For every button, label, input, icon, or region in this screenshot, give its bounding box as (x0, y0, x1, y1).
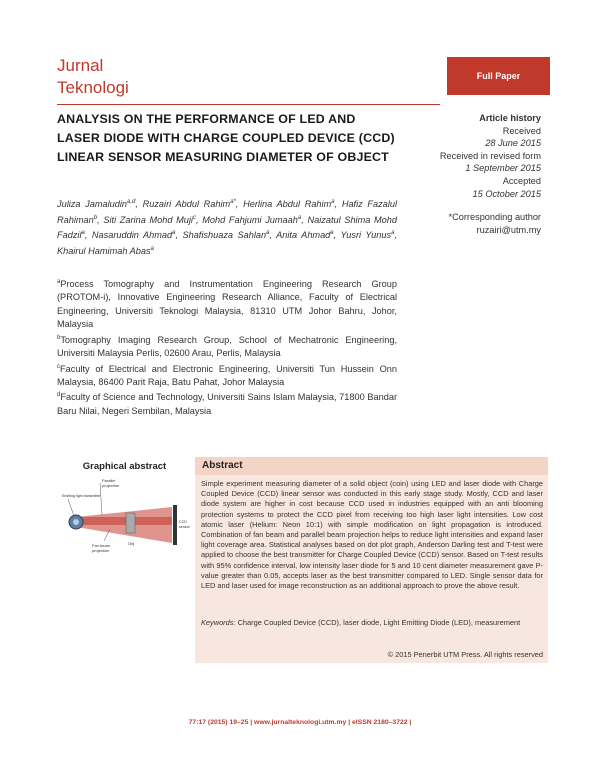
author-name: Juliza Jamaludin (57, 199, 128, 210)
author-name: Herlina Abdul Rahim (243, 199, 332, 210)
label-projection-2: projection (92, 548, 110, 553)
label-fan-beam: Fan beam (92, 543, 111, 548)
author-affiliation-mark: a* (230, 199, 236, 205)
author-affiliation-mark: b (93, 214, 98, 221)
graphical-abstract-image (62, 477, 194, 559)
label-parallel: Parallel (102, 478, 116, 483)
label-projection-1: projection (102, 483, 120, 488)
affiliation-item (57, 332, 397, 361)
author-name: Anita Ahmad (276, 230, 331, 241)
journal-name-line2: Teknologi (57, 78, 129, 97)
label-leader-emitter (68, 499, 74, 516)
copyright-notice: © 2015 Penerbit UTM Press. All rights reserved (387, 650, 543, 659)
affiliation-text: Faculty of Science and Technology, Universiti Sains Islam Malaysia, 71800 Bandar Baru Nilai, Negeri Sembilan, Malaysia (57, 392, 397, 416)
affiliation-list (57, 276, 397, 418)
author-affiliation-mark: a (330, 230, 334, 237)
affiliation-mark: c (57, 363, 60, 370)
abstract-header (195, 457, 548, 475)
accepted-label: Accepted (502, 175, 541, 186)
author-name: Siti Zarina Mohd Muji (103, 214, 193, 225)
author-affiliation-mark: a (266, 230, 270, 237)
revised-label: Received in revised form (439, 150, 541, 161)
author-affiliation-mark: a (391, 230, 395, 237)
label-emitter: Emitting light transmitter (62, 494, 101, 498)
author-name: Shafishuaza Sahlan (182, 230, 267, 241)
affiliation-text: Faculty of Electrical and Electronic Engineering, Universiti Tun Hussein Onn Malaysia, 86400 Parit Raja, Batu Pahat, Johor Malaysia (57, 363, 397, 388)
keywords-label: Keywords (201, 618, 234, 627)
affiliation-text: Process Tomography and Instrumentation Engineering Research Group (PROTOM-i), Innovative Engineering Research Alliance, Faculty of Electrical Engineering, Universiti Teknologi Malaysia, 81310 UTM Johor Bahru, Johor, Malaysia (57, 279, 397, 330)
author-name: Yusri Yunus (340, 230, 392, 241)
author-name: Hafiz Fazalul Rahiman (57, 199, 398, 225)
author-affiliation-mark: a,d (127, 199, 136, 205)
journal-name-line1: Jurnal (57, 56, 104, 75)
parallel-beam-shape (76, 517, 172, 525)
affiliation-item (57, 276, 397, 332)
author-name: Mohd Fahjumi Jumaah (202, 214, 298, 225)
journal-name (57, 55, 129, 99)
affiliation-item (57, 361, 397, 390)
label-object: Obj (128, 541, 135, 546)
article-history (410, 112, 541, 200)
author-affiliation-mark: a (81, 230, 85, 237)
affiliation-item (57, 389, 397, 418)
author-affiliation-mark: a (297, 214, 302, 221)
affiliation-mark: b (57, 334, 61, 341)
graphical-abstract-heading: Graphical abstract (82, 460, 167, 472)
abstract-heading: Abstract (202, 460, 243, 471)
author-list: Juliza Jamaludin$^{a,d}$, Ruzairi Abdul Rahim$^{a*}$, Herlina Abdul Rahim$^a$, Hafiz Fazalul Rahiman$^b$, Siti Zarina Mohd Muji$^c$, Mohd Fahjumi Jumaah$^a$, Naizatul Shima Mohd Fadzil$^a$, Nasaruddin Ahmad$^a$, Shafishuaza Sahlan$^a$, Anita Ahmad$^a$, Yusri Yunus$^a$, Khairul Hamimah Abas$^a$ (57, 199, 398, 257)
full-paper-badge: Full Paper (447, 57, 550, 95)
article-title: ANALYSIS ON THE PERFORMANCE OF LED AND LASER DIODE WITH CHARGE COUPLED DEVICE (CCD) LINEAR SENSOR MEASURING DIAMETER OF OBJECT (57, 112, 395, 164)
received-label: Received (502, 125, 541, 136)
author-affiliation-mark: a (172, 230, 176, 237)
history-heading: Article history (479, 113, 541, 123)
light-source-lens (73, 519, 79, 525)
abstract-text: Simple experiment measuring diameter of a solid object (coin) using LED and laser diode with Charge Coupled Device (CCD) linear sensor was conducted in this early stage study. Mostly, CCD and laser diode system are higher in cost because CCD used in industries equipped with an anti blooming protection systems to protect the CCD pixel from receiving too high laser light intensities. Low cost atomic laser (Helium: Neon 10:1) with simple modification on light propagation is introduced. Combination of fan beam and parallel beam projection helps to reduce light intensities and expand laser light coverage area. Statistical analyses based on dot plot graph, Anderson Darling test and T-test were applied to choose the best transmitter for Charge Coupled Device (CCD) sensor. Based on T-test results with 95% confidence interval, low intensity laser diode for 5 and 10 cent diameter measurement gave P-value greater than 0.05, accepts laser as the best transmitter compared to LED. Single sensor data for LED and laser used for image reconstruction as an additional approach to prove the above result. (201, 479, 543, 591)
author-name: Nasaruddin Ahmad (91, 230, 173, 241)
accepted-date: 15 October 2015 (472, 188, 541, 199)
header-rule (57, 104, 440, 105)
label-sensor: sensor (179, 525, 190, 529)
ccd-sensor-bar (173, 505, 177, 545)
corresponding-label: *Corresponding author (448, 212, 541, 222)
affiliation-text: Tomography Imaging Research Group, School of Mechatronic Engineering, Universiti Malaysia Perlis, 02600 Arau, Perlis, Malaysia (57, 334, 397, 359)
author-name: Khairul Hamimah Abas (57, 246, 151, 257)
affiliation-mark: d (57, 392, 61, 399)
corresponding-author (410, 211, 541, 236)
corresponding-email[interactable]: ruzairi@utm.my (476, 224, 541, 235)
revised-date: 1 September 2015 (465, 163, 541, 174)
label-ccd: CCD (179, 520, 187, 524)
keywords-text: Charge Coupled Device (CCD), laser diode, Light Emitting Diode (LED), measurement (237, 618, 521, 627)
received-date: 28 June 2015 (485, 138, 541, 149)
author-affiliation-mark: c (192, 214, 196, 221)
object-coin-shape (126, 513, 135, 533)
author-affiliation-mark: a (150, 245, 154, 252)
page-footer: 77:17 (2015) 19–25 | www.jurnalteknologi.utm.my | eISSN 2180–3722 | (188, 719, 412, 726)
keywords: Keywords: Charge Coupled Device (CCD), laser diode, Light Emitting Diode (LED), measurement (201, 618, 521, 627)
author-affiliation-mark: a (331, 199, 335, 205)
affiliation-mark: a (57, 279, 61, 285)
author-name: Ruzairi Abdul Rahim (142, 199, 231, 210)
author-name: Naizatul Shima Mohd Fadzil (57, 214, 397, 241)
